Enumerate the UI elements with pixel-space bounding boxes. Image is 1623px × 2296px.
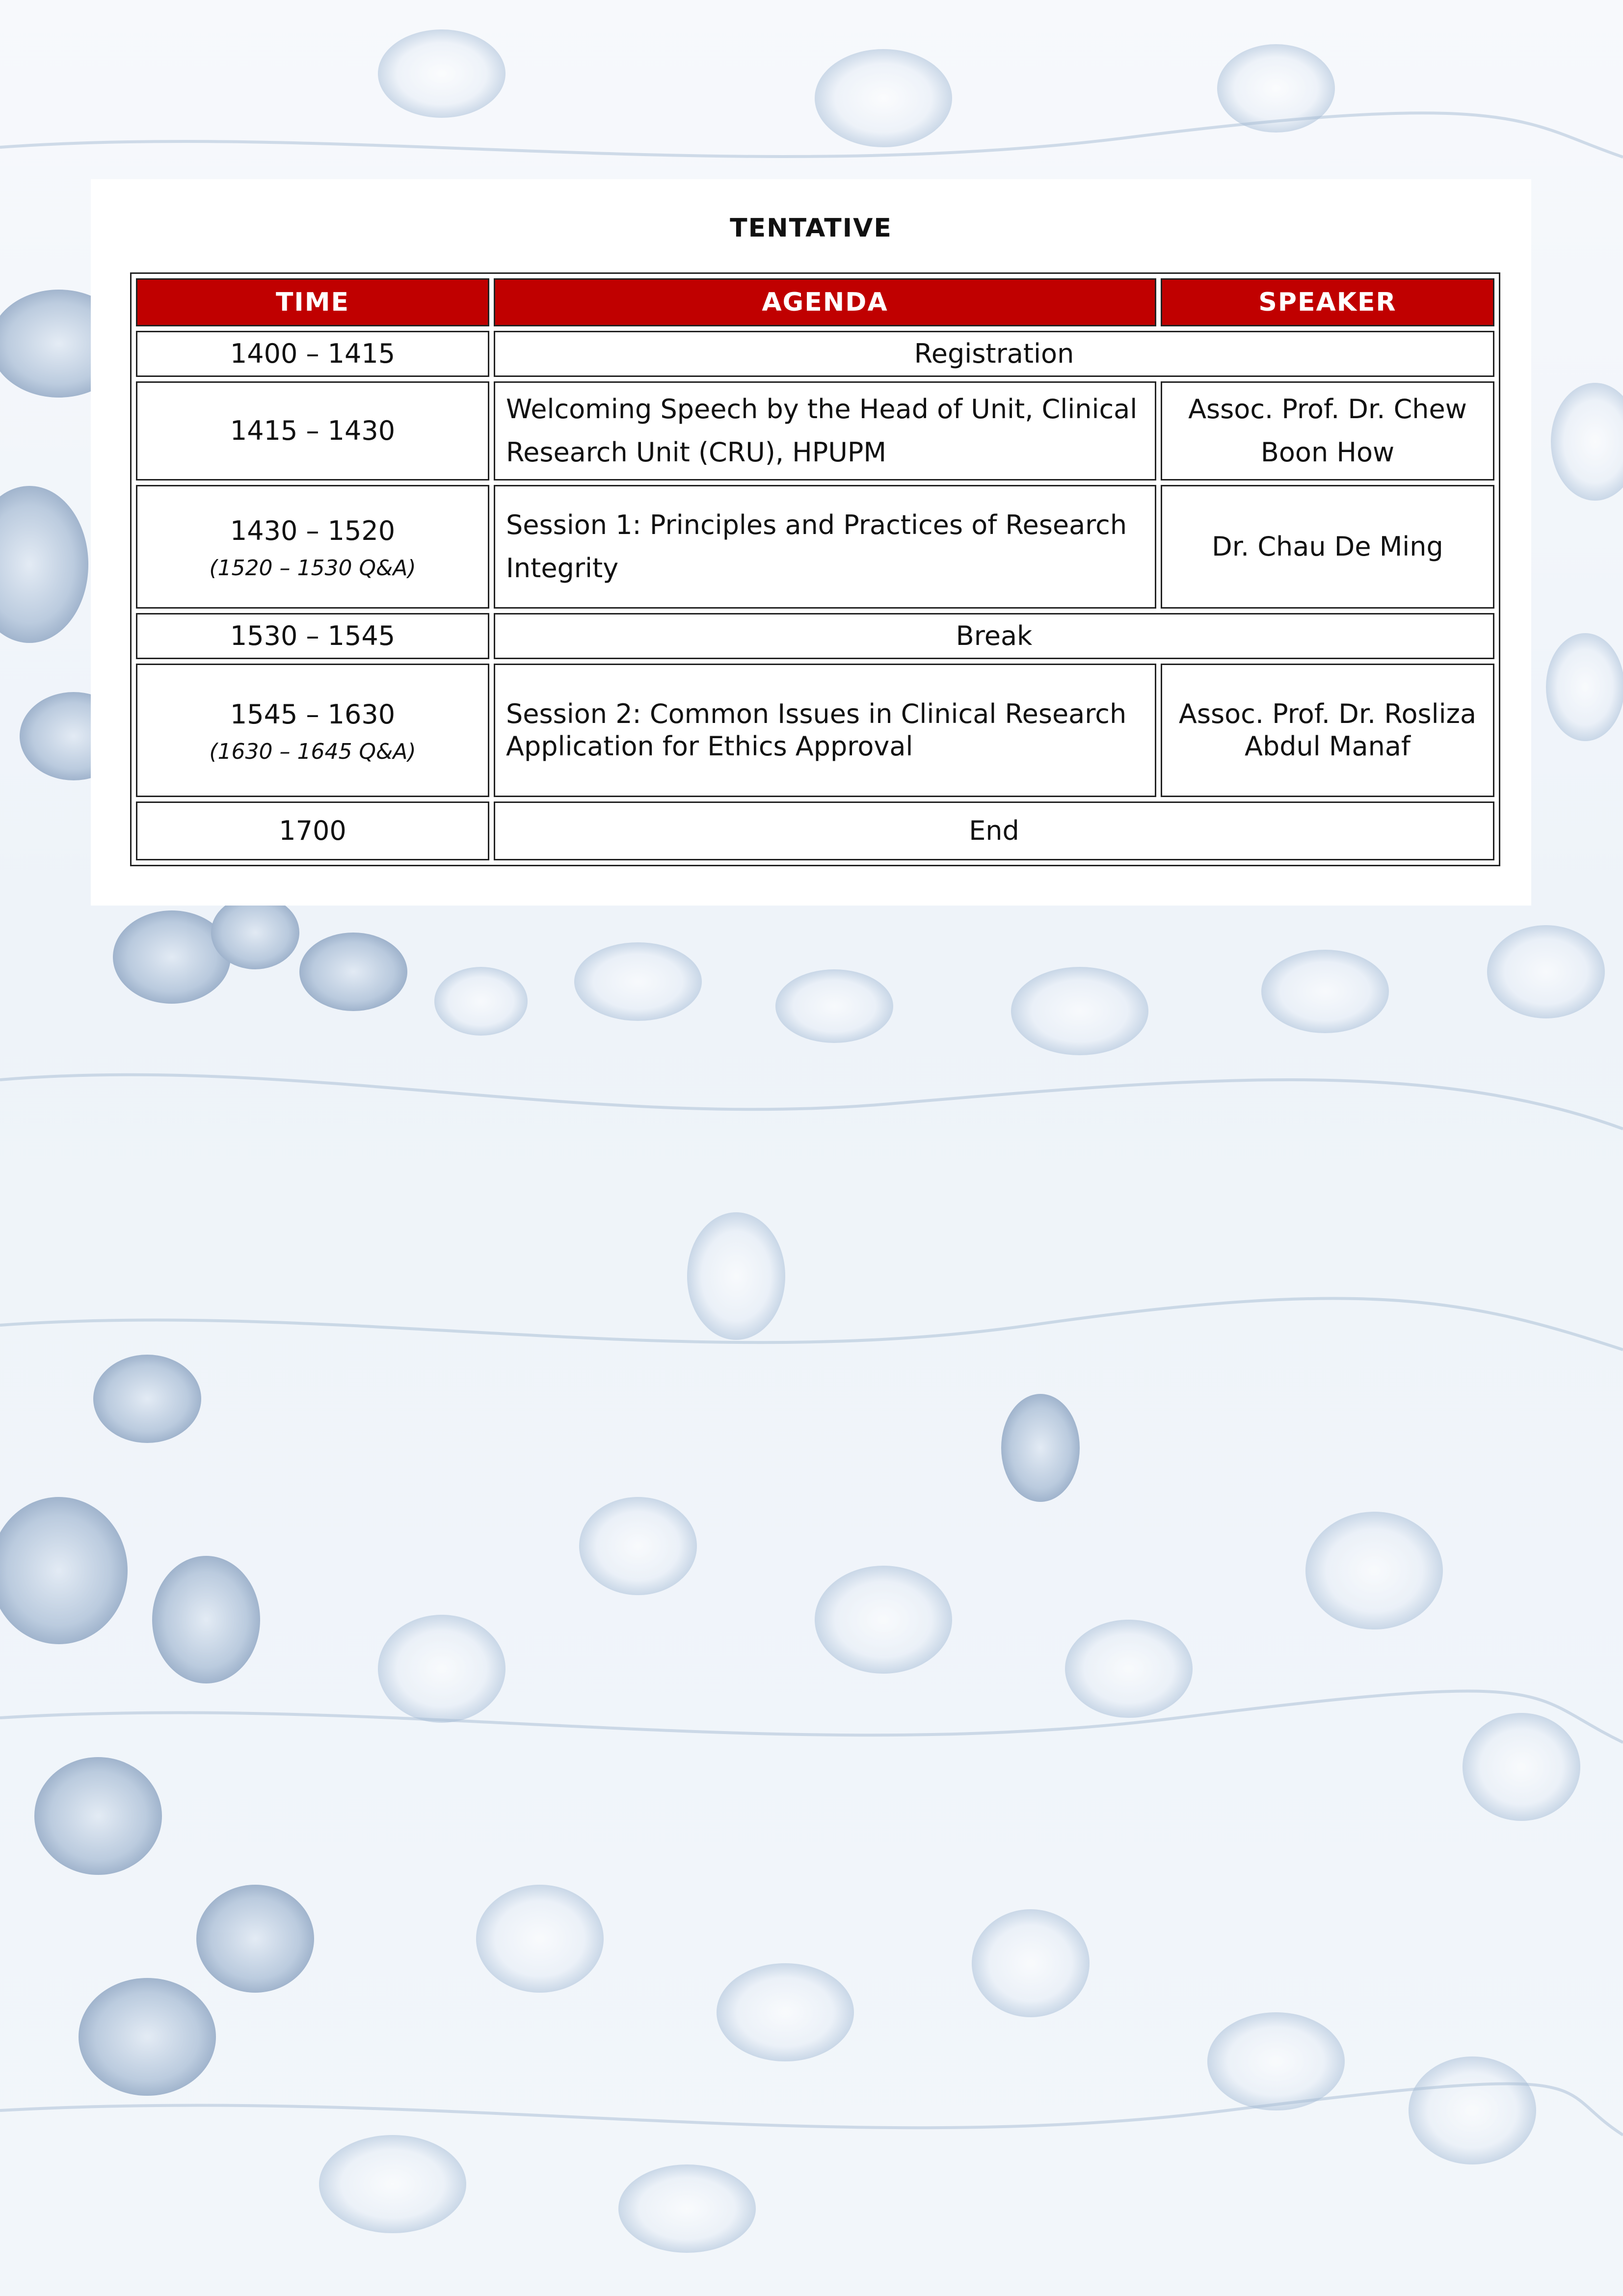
time-cell: 1400 – 1415 [136,331,489,377]
table-row [136,664,1494,797]
agenda-cell: Registration [494,331,1494,377]
qa-time: (1520 – 1530 Q&A) [209,556,416,581]
agenda-panel [91,179,1531,906]
time-cell: 1530 – 1545 [136,613,489,659]
table-row [136,613,1494,659]
time-cell [136,664,489,797]
agenda-table [130,272,1500,866]
table-row [136,381,1494,481]
time-cell [136,485,489,609]
table-row [136,485,1494,609]
agenda-cell: End [494,801,1494,860]
speaker-cell: Assoc. Prof. Dr. Chew Boon How [1161,381,1494,481]
time-range: 1545 – 1630 [230,699,396,730]
header-speaker: SPEAKER [1161,278,1494,326]
page-title: TENTATIVE [730,214,892,243]
time-cell: 1415 – 1430 [136,381,489,481]
table-row [136,331,1494,377]
table-row [136,801,1494,860]
speaker-cell: Dr. Chau De Ming [1161,485,1494,609]
time-cell: 1700 [136,801,489,860]
speaker-cell: Assoc. Prof. Dr. Rosliza Abdul Manaf [1161,664,1494,797]
agenda-cell: Session 2: Common Issues in Clinical Research Application for Ethics Approval [494,664,1156,797]
header-agenda: AGENDA [494,278,1156,326]
agenda-cell: Welcoming Speech by the Head of Unit, Clinical Research Unit (CRU), HPUPM [494,381,1156,481]
agenda-cell: Break [494,613,1494,659]
qa-time: (1630 – 1645 Q&A) [209,739,416,764]
table-header-row [136,278,1494,326]
agenda-cell: Session 1: Principles and Practices of Research Integrity [494,485,1156,609]
header-time: TIME [136,278,489,326]
time-range: 1430 – 1520 [230,515,396,546]
